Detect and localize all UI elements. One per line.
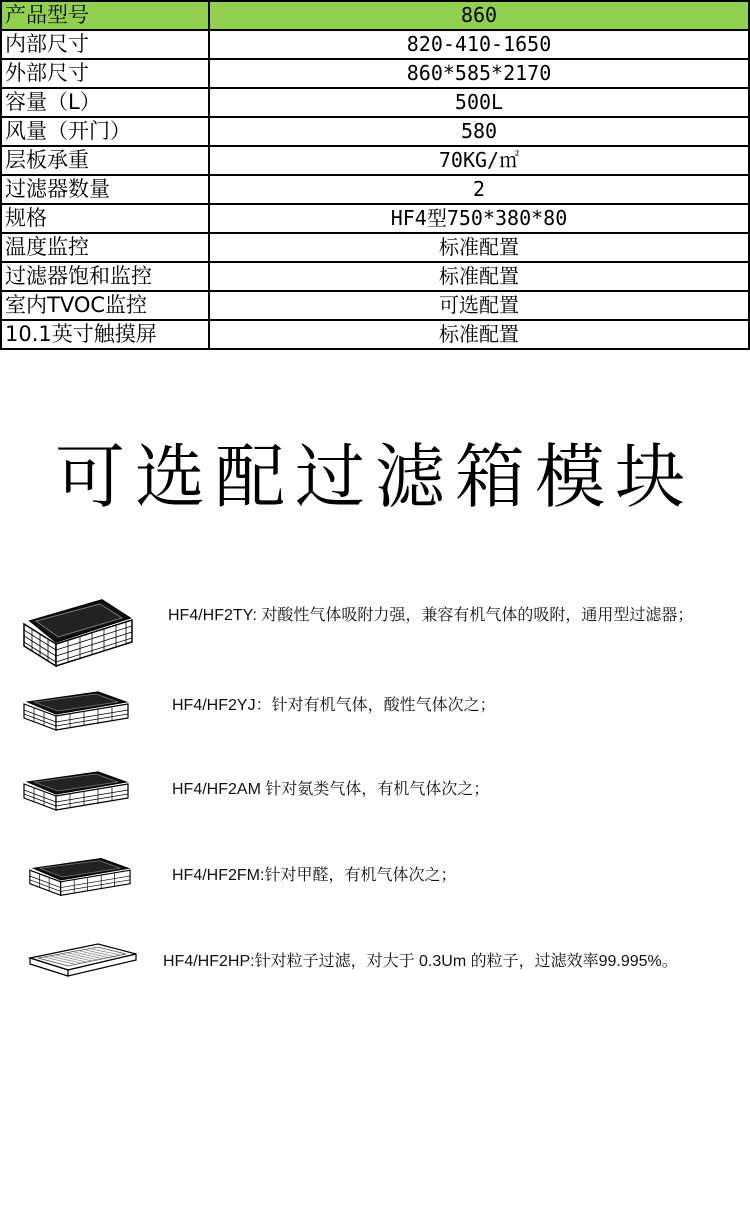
hepa-filter-icon: [26, 940, 138, 980]
module-description: [172, 854, 732, 898]
filter-module: [0, 684, 750, 734]
spec-value: 2: [209, 175, 749, 204]
module-description: [163, 940, 708, 984]
spec-row: [1, 320, 749, 349]
spec-label: 10.1英寸触摸屏: [1, 320, 209, 349]
module-description: [172, 768, 732, 812]
spec-value: 580: [209, 117, 749, 146]
carbon-filter-tray-icon: [26, 854, 132, 898]
spec-label: 室内TVOC监控: [1, 291, 209, 320]
spec-label: 产品型号: [1, 1, 209, 30]
module-code: HF4/HF2AM: [172, 781, 261, 798]
spec-value: 820-410-1650: [209, 30, 749, 59]
spec-row: [1, 175, 749, 204]
spec-value: HF4型750*380*80: [209, 204, 749, 233]
spec-label: 过滤器数量: [1, 175, 209, 204]
module-text: 针对粒子过滤，对大于 0.3Um 的粒子，过滤效率99.995%。: [254, 953, 678, 970]
module-text: 针对氨类气体，有机气体次之；: [265, 781, 490, 798]
carbon-filter-tray-icon: [20, 688, 130, 732]
spec-label: 内部尺寸: [1, 30, 209, 59]
spec-label: 过滤器饱和监控: [1, 262, 209, 291]
module-text: 针对甲醛，有机气体次之；: [264, 867, 457, 884]
spec-table: [0, 0, 750, 350]
spec-value: 标准配置: [209, 262, 749, 291]
spec-row: [1, 291, 749, 320]
carbon-filter-tray-icon: [20, 596, 135, 668]
spec-value: 标准配置: [209, 320, 749, 349]
module-code: HF4/HF2TY:: [168, 607, 257, 624]
filter-module: [0, 766, 750, 816]
spec-label: 风量（开门）: [1, 117, 209, 146]
spec-value: 可选配置: [209, 291, 749, 320]
spec-value: 860: [209, 1, 749, 30]
module-text: 对酸性气体吸附力强，兼容有机气体的吸附，通用型过滤器；: [261, 607, 694, 624]
filter-module: [0, 852, 750, 902]
module-code: HF4/HF2FM:: [172, 867, 265, 884]
spec-row: [1, 30, 749, 59]
module-description: [168, 594, 728, 638]
filter-module: [0, 590, 750, 680]
spec-label: 层板承重: [1, 146, 209, 175]
spec-value: 70KG/㎡: [209, 146, 749, 175]
filter-module: [0, 938, 750, 1028]
spec-value: 500L: [209, 88, 749, 117]
spec-label: 温度监控: [1, 233, 209, 262]
spec-row: [1, 117, 749, 146]
spec-row: [1, 204, 749, 233]
section-title: 可选配过滤箱模块: [55, 436, 695, 518]
spec-row: [1, 88, 749, 117]
spec-header-row: [1, 1, 749, 30]
spec-value: 860*585*2170: [209, 59, 749, 88]
spec-label: 外部尺寸: [1, 59, 209, 88]
module-code: HF4/HF2YJ：: [172, 697, 272, 714]
spec-label: 规格: [1, 204, 209, 233]
spec-row: [1, 233, 749, 262]
carbon-filter-tray-icon: [20, 768, 130, 812]
spec-row: [1, 146, 749, 175]
module-description: [172, 684, 732, 728]
spec-row: [1, 59, 749, 88]
spec-row: [1, 262, 749, 291]
module-code: HF4/HF2HP:: [163, 953, 255, 970]
module-text: 针对有机气体，酸性气体次之；: [271, 697, 496, 714]
spec-value: 标准配置: [209, 233, 749, 262]
spec-label: 容量（L）: [1, 88, 209, 117]
